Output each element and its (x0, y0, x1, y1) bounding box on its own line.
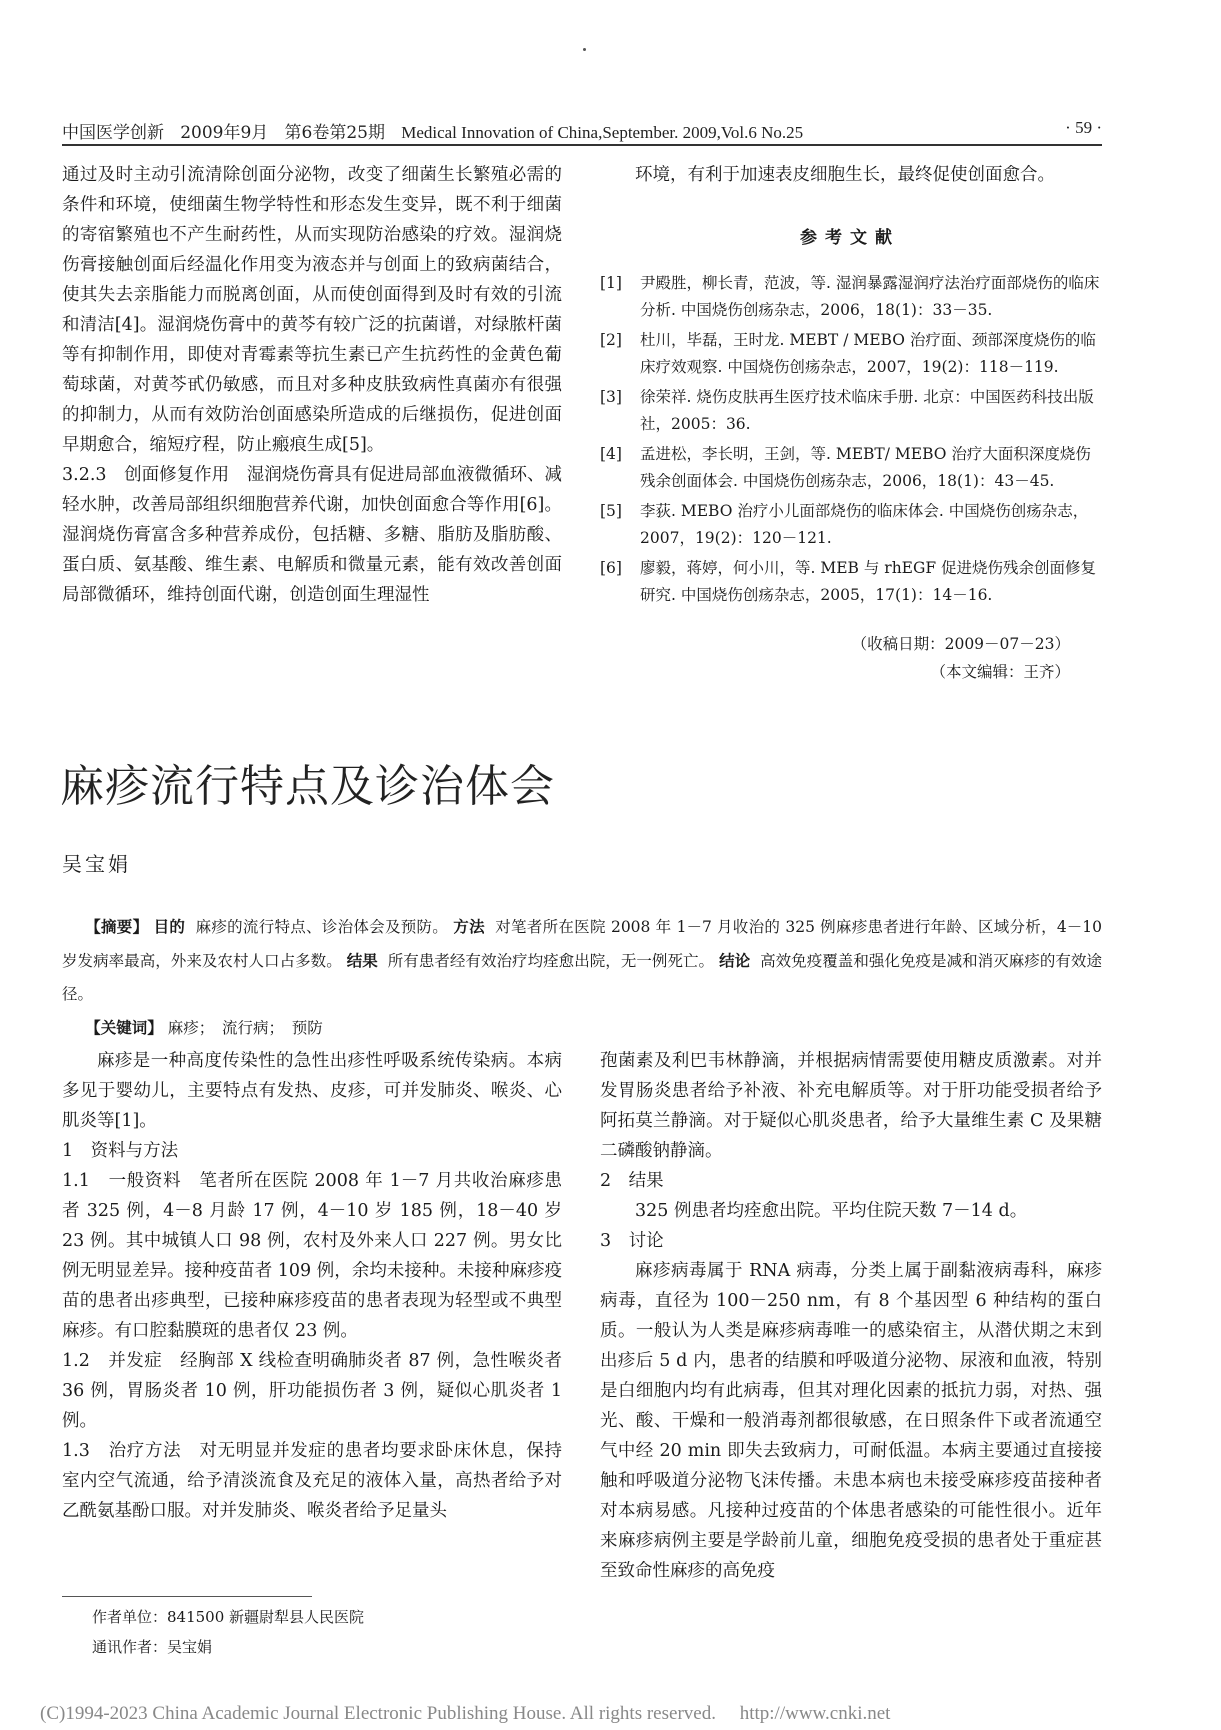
journal-cn: 中国医学创新 (62, 123, 164, 143)
prev-article-right-column (600, 160, 1102, 190)
section-heading: 3 讨论 (600, 1231, 664, 1251)
reference-item: [5] 李荻. MEBO 治疗小儿面部烧伤的临床体会. 中国烧伤创疡杂志，2007，19(2)：120－121. (600, 502, 1089, 547)
reference-item: [3] 徐荣祥. 烧伤皮肤再生医疗技术临床手册. 北京：中国医药科技出版社，2005：36. (600, 388, 1094, 433)
editor-note: （本文编辑：王齐） (930, 663, 1070, 681)
footnote-rule (62, 1596, 312, 1597)
discussion-paragraph: 麻疹病毒属于 RNA 病毒，分类上属于副黏液病毒科，麻疹病毒，直径为 100－250 nm，有 8 个基因型 6 种结构的蛋白质。一般认为人类是麻疹病毒唯一的感染宿主，从潜伏期之末到出疹后 5 d 内，患者的结膜和呼吸道分泌物、尿液和血液，特别是白细胞内均有此病毒，但其对理化因素的抵抗力弱，对热、强光、酸、干燥和一般消毒剂都很敏感，在日照条件下或者流通空气中经 20 min 即失去致病力，可耐低温。本病主要通过直接接触和呼吸道分泌物飞沫传播。未患本病也未接受麻疹疫苗接种者对本病易感。凡接种过疫苗的个体患者感染的可能性很小。近年来麻疹病例主要是学龄前儿童，细胞免疫受损的患者处于重症甚至致命性麻疹的高免疫 (600, 1261, 1102, 1581)
abstract-text: 【摘要】 目的 麻疹的流行特点、诊治体会及预防。 方法 对笔者所在医院 2008 年 1－7 月收治的 325 例麻疹患者进行年龄、区域分析，4－10 岁发病率最高，外来及农村人口占多数。 结果 所有患者经有效治疗均痊愈出院，无一例死亡。 结论 高效免疫覆盖和强化免疫是减和消灭麻疹的有效途径。 (62, 917, 1102, 1003)
prev-right-paragraph: 环境，有利于加速表皮细胞生长，最终促使创面愈合。 (635, 165, 1055, 185)
article-right-column (600, 1046, 1102, 1586)
copyright-line: (C)1994-2023 China Academic Journal Electronic Publishing House. All rights reserved. http://www.cnki.net (40, 1703, 891, 1724)
references-title: 参考文献 (800, 228, 900, 248)
article-title: 麻疹流行特点及诊治体会 (60, 761, 555, 812)
section-heading: 2 结果 (600, 1171, 664, 1191)
prev-paragraph-2: 3.2.3 创面修复作用 湿润烧伤膏具有促进局部血液微循环、减轻水肿，改善局部组织细胞营养代谢，加快创面愈合等作用[6]。湿润烧伤膏富含多种营养成份，包括糖、多糖、脂肪及脂肪酸、蛋白质、氨基酸、维生素、电解质和微量元素，能有效改善创面局部微循环，维持创面代谢，创造创面生理湿性 (62, 465, 562, 605)
date-cn: 2009年9月 (180, 123, 269, 143)
subsection-paragraph: 1.1 一般资料 笔者所在医院 2008 年 1－7 月共收治麻疹患者 325 例，4－8 月龄 17 例，4－10 岁 185 例，18－40 岁 23 例。其中城镇人口 98 例，农村及外来人口 227 例。男女比例无明显差异。接种疫苗者 109 例，余均未接种。未接种麻疹疫苗的患者出疹典型，已接种麻疹疫苗的患者表现为轻型或不典型麻疹。有口腔黏膜斑的患者仅 23 例。 (62, 1171, 562, 1341)
results-paragraph: 325 例患者均痊愈出院。平均住院天数 7－14 d。 (635, 1201, 1028, 1221)
header-left (62, 118, 803, 143)
reference-item: [6] 廖毅，蒋婷，何小川，等. MEB 与 rhEGF 促进烧伤残余创面修复研究. 中国烧伤创疡杂志，2005，17(1)：14－16. (600, 559, 1097, 604)
references-list (600, 270, 1102, 612)
prev-article-left-column (62, 160, 562, 610)
abstract (62, 910, 1102, 1045)
article-left-column (62, 1046, 562, 1526)
section-heading: 1 资料与方法 (62, 1141, 179, 1161)
running-header (62, 118, 1102, 144)
reference-item: [4] 孟进松，李长明，王剑，等. MEBT/ MEBO 治疗大面积深度烧伤残余创面体会. 中国烧伤创疡杂志，2006，18(1)：43－45. (600, 445, 1091, 490)
keywords: 【关键词】 麻疹； 流行病； 预防 (85, 1018, 323, 1037)
subsection-paragraph: 1.3 治疗方法 对无明显并发症的患者均要求卧床休息，保持室内空气流通，给予清淡流食及充足的液体入量，高热者给予对乙酰氨基酚口服。对并发肺炎、喉炎者给予足量头 (62, 1441, 562, 1521)
article-author: 吴宝娟 (62, 852, 131, 876)
header-rule (62, 144, 1102, 146)
continued-paragraph: 孢菌素及利巴韦林静滴，并根据病情需要使用糖皮质激素。对并发胃肠炎患者给予补液、补充电解质等。对于肝功能受损者给予阿拓莫兰静滴。对于疑似心肌炎患者，给予大量维生素 C 及果糖二磷酸钠静滴。 (600, 1051, 1102, 1161)
received-date: （收稿日期：2009－07－23） (851, 635, 1070, 653)
page-number: · 59 · (1065, 118, 1102, 137)
reference-item: [2] 杜川，毕磊，王时龙. MEBT / MEBO 治疗面、颈部深度烧伤的临床疗效观察. 中国烧伤创疡杂志，2007，19(2)：118－119. (600, 331, 1096, 376)
scan-speck (583, 48, 586, 51)
reference-item: [1] 尹殿胜，柳长青，范波，等. 湿润暴露湿润疗法治疗面部烧伤的临床分析. 中国烧伤创疡杂志，2006，18(1)：33－35. (600, 274, 1100, 319)
subsection-paragraph: 1.2 并发症 经胸部 X 线检查明确肺炎者 87 例，急性喉炎者 36 例，胃肠炎者 10 例，肝功能损伤者 3 例，疑似心肌炎者 1 例。 (62, 1351, 562, 1431)
intro-paragraph: 麻疹是一种高度传染性的急性出疹性呼吸系统传染病。本病多见于婴幼儿，主要特点有发热、皮疹，可并发肺炎、喉炎、心肌炎等[1]。 (62, 1051, 562, 1131)
footnote-corresponding: 通讯作者：吴宝娟 (92, 1638, 213, 1656)
issue-cn: 第6卷第25期 (284, 123, 385, 143)
journal-en: Medical Innovation of China,September. 2009,Vol.6 No.25 (401, 123, 804, 142)
footnote-unit: 作者单位：841500 新疆尉犁县人民医院 (92, 1608, 365, 1626)
prev-paragraph-1: 通过及时主动引流清除创面分泌物，改变了细菌生长繁殖必需的条件和环境，使细菌生物学特性和形态发生变异，既不利于细菌的寄宿繁殖也不产生耐药性，从而实现防治感染的疗效。湿润烧伤膏接触创面后经温化作用变为液态并与创面上的致病菌结合，使其失去亲脂能力而脱离创面，从而使创面得到及时有效的引流和清洁[4]。湿润烧伤膏中的黄芩有较广泛的抗菌谱，对绿脓杆菌等有抑制作用，即使对青霉素等抗生素已产生抗药性的金黄色葡萄球菌，对黄芩甙仍敏感，而且对多种皮肤致病性真菌亦有很强的抑制力，从而有效防治创面感染所造成的后继损伤，促进创面早期愈合，缩短疗程，防止瘢痕生成[5]。 (62, 165, 562, 455)
